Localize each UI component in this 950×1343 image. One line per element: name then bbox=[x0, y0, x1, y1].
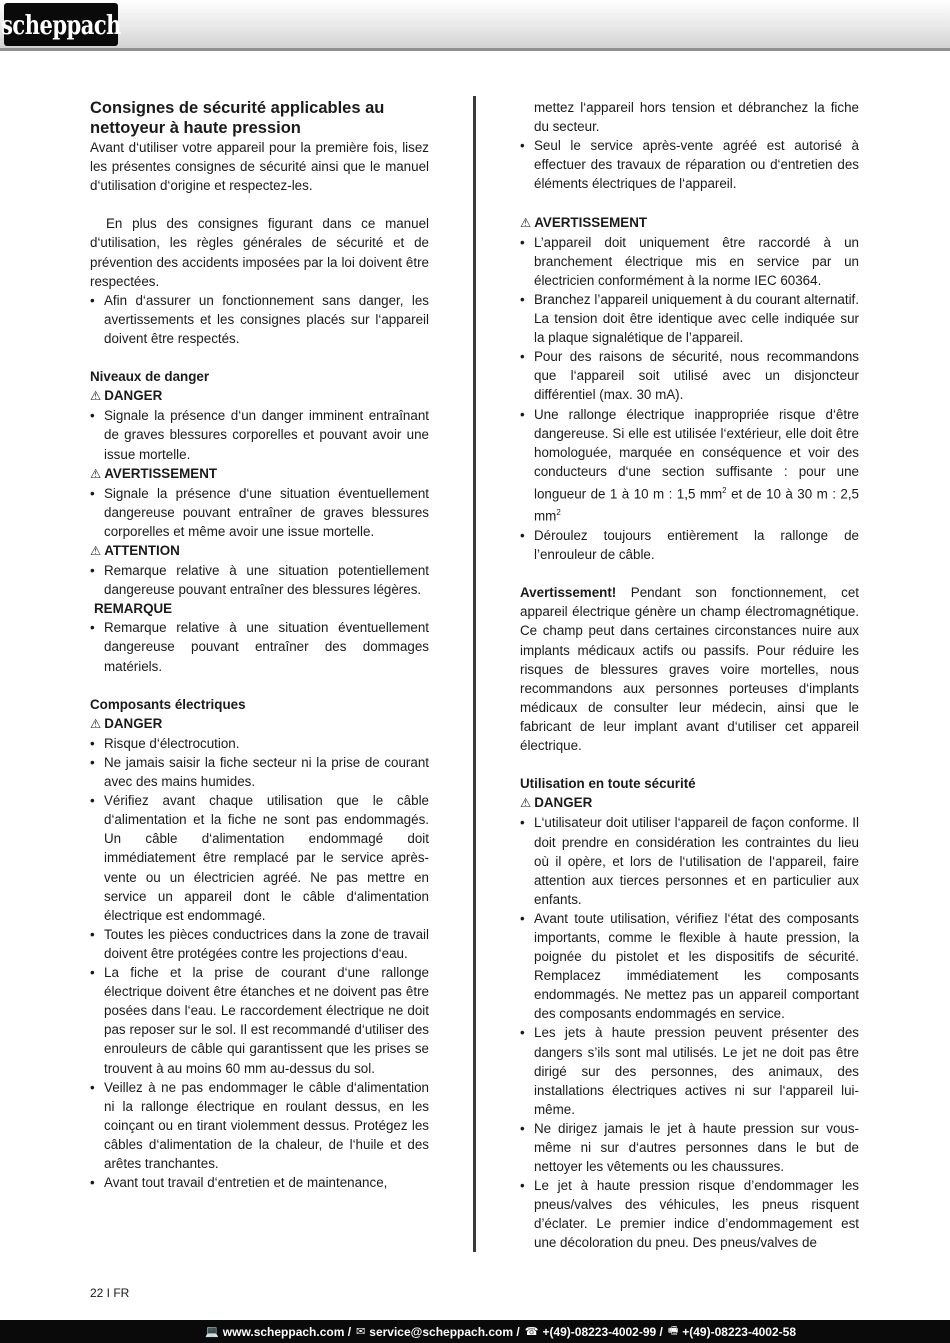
warning-triangle-icon: ⚠ bbox=[520, 215, 532, 230]
list-item: • Avant toute utilisation, vérifiez l‘état des composants importants, comme le flexible à haute pression, la poignée du pistolet et les dispositifs de sécurité. Remplacez immédiatement les composants endommagés. Ne mettez pas un appareil comportant des composants endommagés en service. bbox=[520, 909, 859, 1024]
list-item: • Les jets à haute pression peuvent présenter des dangers s’ils sont mal utilisés. Le jet ne doit pas être dirigé sur des personnes, des animaux, des installations électriques actives ni sur l‘appareil lui-même. bbox=[520, 1023, 859, 1118]
list-item: • Pour des raisons de sécurité, nous recommandons que l‘appareil soit utilisé avec un disjoncteur différentiel (max. 30 mA). bbox=[520, 347, 859, 404]
continued-text: mettez l‘appareil hors tension et débranchez la fiche du secteur. bbox=[534, 100, 859, 135]
intro-paragraph-2: En plus des consignes figurant dans ce manuel d‘utilisation, les règles générales de sécurité et de prévention des accidents imposées par la loi doivent être respectées. bbox=[90, 216, 429, 289]
list-item: • Ne jamais saisir la fiche secteur ni la prise de courant avec des mains humides. bbox=[90, 753, 429, 791]
footer-phone: +(49)-08223-4002-99 / bbox=[542, 1324, 663, 1339]
page-number: 22 I FR bbox=[90, 1286, 130, 1300]
list-item: • Avant tout travail d‘entretien et de maintenance, bbox=[90, 1173, 429, 1192]
list-item: • Afin d‘assurer un fonctionnement sans danger, les avertissements et les consignes placés sur l‘appareil doivent être respectés. bbox=[90, 291, 429, 348]
signal-caution: ⚠ ATTENTION bbox=[90, 542, 180, 558]
list-item: • Branchez l’appareil uniquement à du courant alternatif. La tension doit être identique avec celle indiquée sur la plaque signalétique de l’appareil. bbox=[520, 290, 859, 347]
signal-warning-right: ⚠ AVERTISSEMENT bbox=[520, 214, 648, 230]
warning-triangle-icon: ⚠ bbox=[90, 543, 102, 558]
fax-icon: 🖷 bbox=[667, 1325, 679, 1337]
list-item: • L‘utilisateur doit utiliser l‘appareil de façon conforme. Il doit prendre en considération les contraintes du lieu où il opère, et lors de l‘utilisation de l‘appareil, faire attention aux tierces personnes et en particulier aux enfants. bbox=[520, 813, 859, 908]
section-heading-safe-use: Utilisation en toute sécurité bbox=[520, 776, 696, 792]
list-item: • La fiche et la prise de courant d‘une rallonge électrique doivent être étanches et ne doivent pas être posées dans l‘eau. Le raccordement électrique ne doit pas reposer sur le sol. Il est recommandé d‘utiliser des enrouleurs de câble qui garantissent que les prises se trouvent à au moins 60 mm au-dessus du sol. bbox=[90, 963, 429, 1078]
signal-danger-safe: ⚠ DANGER bbox=[520, 795, 593, 811]
brand-logo-text: scheppach bbox=[1, 8, 121, 41]
section-heading-levels: Niveaux de danger bbox=[90, 369, 210, 385]
left-column bbox=[90, 98, 429, 1192]
signal-danger: ⚠ DANGER bbox=[90, 388, 163, 404]
list-item: • Vérifiez avant chaque utilisation que le câble d‘alimentation et la fiche ne sont pas endommagés. Un câble d‘alimentation endommagé doit immédiatement être remplacé par le service après-vente ou un électricien agréé. Ne pas mettre en service un appareil dont le câble d‘alimentation électrique est endommagé. bbox=[90, 791, 429, 925]
electric-list bbox=[90, 734, 429, 1192]
warning-triangle-icon: ⚠ bbox=[90, 716, 102, 731]
signal-danger-electric: ⚠ DANGER bbox=[90, 715, 163, 731]
list-item: • Seul le service après-vente agréé est autorisé à effectuer des travaux de réparation ou d‘entretien des éléments électriques de l‘appareil. bbox=[520, 136, 859, 193]
page-title: Consignes de sécurité applicables au nettoyeur à haute pression bbox=[90, 99, 385, 137]
intro-list bbox=[90, 291, 429, 348]
list-item: • Remarque relative à une situation potentiellement dangereuse pouvant entraîner des blessures légères. bbox=[90, 561, 429, 599]
brand-logo bbox=[1, 3, 121, 46]
footer-band bbox=[0, 1320, 950, 1343]
intro-paragraph: Avant d‘utiliser votre appareil pour la première fois, lisez les présentes consignes de sécurité ainsi que le manuel d‘utilisation d‘origine et respectez-les. bbox=[90, 140, 429, 194]
footer-email: service@scheppach.com / bbox=[369, 1324, 520, 1339]
warning-list bbox=[520, 233, 859, 565]
list-item: • Le jet à haute pression risque d’endommager les pneus/valves des véhicules, les pneus risquent d’éclater. Le premier indice d’endommagement est une décoloration du pneu. Des pneus/valves de bbox=[520, 1176, 859, 1252]
footer-website: www.scheppach.com / bbox=[222, 1324, 352, 1339]
list-item: • L’appareil doit uniquement être raccordé à un branchement électrique mis en service par un électricien conformément à la norme IEC 60364. bbox=[520, 233, 859, 290]
list-item: • Signale la présence d‘une situation éventuellement dangereuse pouvant entraîner de graves blessures corporelles et même avoir une issue mortelle. bbox=[90, 484, 429, 541]
header-band bbox=[0, 0, 950, 51]
warning-triangle-icon: ⚠ bbox=[90, 389, 102, 404]
footer-fax: +(49)-08223-4002-58 bbox=[682, 1324, 796, 1339]
list-item: • Signale la présence d‘un danger imminent entraînant de graves blessures corporelles et pouvant avoir une issue mortelle. bbox=[90, 406, 429, 463]
list-item: • Une rallonge électrique inappropriée risque d‘être dangereuse. Si elle est utilisée l‘extérieur, elle doit être homologuée, marquée en conséquence et voir des conducteurs d‘une section suffisante : pour une longueur de 1 à 10 m : 1,5 $mm^2$ et de 10 à 30 m : 2,5 $mm^2$ bbox=[520, 405, 859, 527]
warning-triangle-icon: ⚠ bbox=[90, 466, 102, 481]
signal-warning: ⚠ AVERTISSEMENT bbox=[90, 465, 218, 481]
list-item: • Veillez à ne pas endommager le câble d‘alimentation ni la rallonge électrique en roulant dessus, en les coinçant ou en tirant violemment dessus. Protégez les câbles d‘alimentation de la chaleur, de l‘huile et des arêtes tranchantes. bbox=[90, 1078, 429, 1173]
list-item: • Remarque relative à une situation éventuellement dangereuse pouvant entraîner des dommages matériels. bbox=[90, 618, 429, 675]
email-icon: ✉ bbox=[356, 1326, 366, 1338]
column-divider bbox=[473, 96, 476, 1252]
safe-list bbox=[520, 813, 859, 1252]
warning-triangle-icon: ⚠ bbox=[520, 796, 532, 811]
signal-note: REMARQUE bbox=[94, 601, 173, 617]
list-item: • Toutes les pièces conductrices dans la zone de travail doivent être protégées contre les projections d‘eau. bbox=[90, 925, 429, 963]
list-item: • Risque d‘électrocution. bbox=[90, 734, 429, 753]
computer-icon: 💻 bbox=[205, 1326, 219, 1338]
section-heading-electric: Composants électriques bbox=[90, 696, 246, 712]
emf-paragraph: Avertissement! Pendant son fonctionnement, cet appareil électrique génère un champ électromagnétique. Ce champ peut dans certaines circonstances nuire aux implants médicaux actifs ou passifs. Pour réduire les risques de blessures graves voire mortelles, nous recommandons aux personnes porteuses d‘implants médicaux de consulter leur médecin, ainsi que le fabricant de leur implant avant d‘utiliser cet appareil électrique. bbox=[520, 585, 859, 754]
phone-icon: ☎ bbox=[524, 1326, 539, 1338]
list-item: • Déroulez toujours entièrement la rallonge de l’enrouleur de câble. bbox=[520, 526, 859, 564]
right-column bbox=[520, 98, 859, 1253]
list-item: • Ne dirigez jamais le jet à haute pression sur vous-même ni sur d‘autres personnes dans le but de nettoyer les vêtements ou les chaussures. bbox=[520, 1119, 859, 1176]
